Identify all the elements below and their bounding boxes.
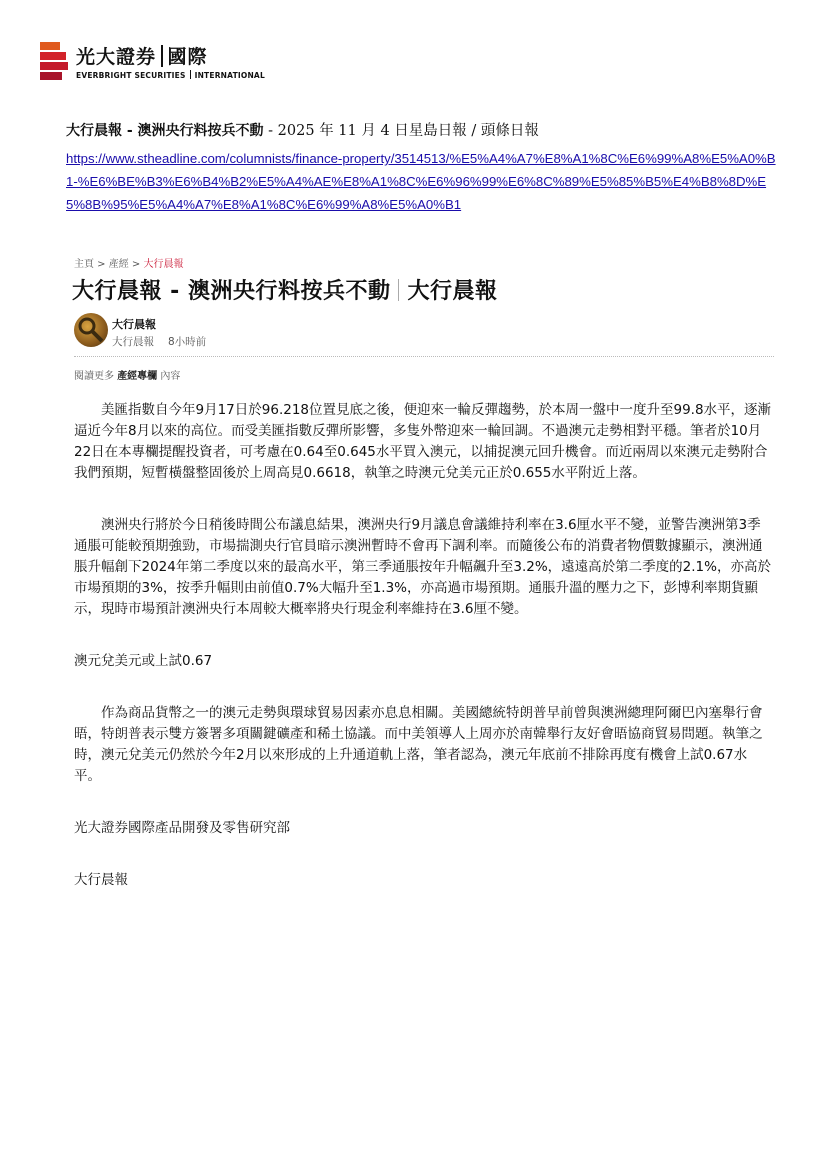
breadcrumb: 主頁 > 產經 > 大行晨報 <box>74 259 184 270</box>
headline-source: - 2025 年 11 月 4 日星島日報 / 頭條日報 <box>263 123 539 139</box>
avatar-icon <box>74 313 108 347</box>
logo-name-cn: 光大證券 國際 <box>76 45 208 68</box>
divider <box>74 356 774 357</box>
signature-name: 大行晨報 <box>74 872 128 888</box>
author-meta <box>112 334 206 349</box>
read-more-link[interactable]: 產經專欄 <box>117 371 158 382</box>
subheading: 澳元兌美元或上試0.67 <box>74 653 213 669</box>
author-avatar[interactable] <box>74 313 108 347</box>
paragraph: 澳洲央行將於今日稍後時間公布議息結果，澳洲央行9月議息會議維持利率在3.6厘水平不變，並警告澳洲第3季通脹可能較預期強勁，市場揣測央行官員暗示澳洲暫時不會再下調利率。而隨後公布的消費者物價數據顯示，澳洲通脹升幅創下2024年第二季度以來的最高水平，第三季通脹按年升幅飆升至3.2%，遠遠高於第二季度的2.1%，亦高於市場預期的3%，按季升幅則由前值0.7%大幅升至1.3%，亦高過市場預期。通脹升溫的壓力之下，彭博利率期貨顯示，現時市場預計澳洲央行本周較大概率將央行現金利率維持在3.6厘不變。 <box>74 517 771 617</box>
breadcrumb-home[interactable]: 主頁 <box>74 259 94 270</box>
author-column: 大行晨報 <box>112 336 154 348</box>
read-more: 閱讀更多 產經專欄 內容 <box>74 371 181 382</box>
everbright-logo-icon <box>38 40 70 84</box>
logo-name-en: EVERBRIGHT SECURITIES INTERNATIONAL <box>76 70 265 80</box>
headline-title: 大行晨報 - 澳洲央行料按兵不動 <box>66 123 264 139</box>
breadcrumb-section[interactable]: 產經 <box>108 259 129 270</box>
article-title: 大行晨報 - 澳洲央行料按兵不動 大行晨報 <box>72 279 498 304</box>
paragraph: 作為商品貨幣之一的澳元走勢與環球貿易因素亦息息相關。美國總統特朗普早前曾與澳洲總理阿爾巴內塞舉行會晤，特朗普表示雙方簽署多項關鍵礦產和稀土協議。而中美領導人上周亦於南韓舉行友好會晤協商貿易問題。執筆之時，澳元兌美元仍然於今年2月以來形成的上升通道軌上落，筆者認為，澳元年底前不排除再度有機會上試0.67水平。 <box>74 705 763 784</box>
author-name[interactable]: 大行晨報 <box>112 318 156 331</box>
company-logo <box>38 40 265 84</box>
source-url-link[interactable]: https://www.stheadline.com/columnists/finance-property/3514513/%E5%A4%A7%E8%A1%8C%E6%99%A8%E5%A0%B1-%E6%BE%B3%E6%B4%B2%E5%A4%AE%E8%A1%8C%E6%96%99%E6%8C%89%E5%85%B5%E4%B8%8D%E5%8B%95%E5%A4%A7%E8%A1%8C%E6%99%A8%E5%A0%B1 <box>66 151 776 212</box>
paragraph: 美匯指數自今年9月17日於96.218位置見底之後，便迎來一輪反彈趨勢，於本周一盤中一度升至99.8水平，逐漸逼近今年8月以來的高位。而受美匯指數反彈所影響，多隻外幣迎來一輪回調。不過澳元走勢相對平穩。筆者於10月22日在本專欄提醒投資者，可考慮在0.64至0.645水平買入澳元，以捕捉澳元回升機會。而近兩周以來澳元走勢附合我們預期，短暫橫盤整固後於上周高見0.6618，執筆之時澳元兌美元正於0.655水平附近上落。 <box>74 402 772 481</box>
document-headline <box>66 121 766 141</box>
article-body <box>74 400 774 891</box>
breadcrumb-current[interactable]: 大行晨報 <box>143 259 184 270</box>
signature-dept: 光大證券國際產品開發及零售研究部 <box>74 820 290 836</box>
publish-time: 8小時前 <box>168 336 207 348</box>
